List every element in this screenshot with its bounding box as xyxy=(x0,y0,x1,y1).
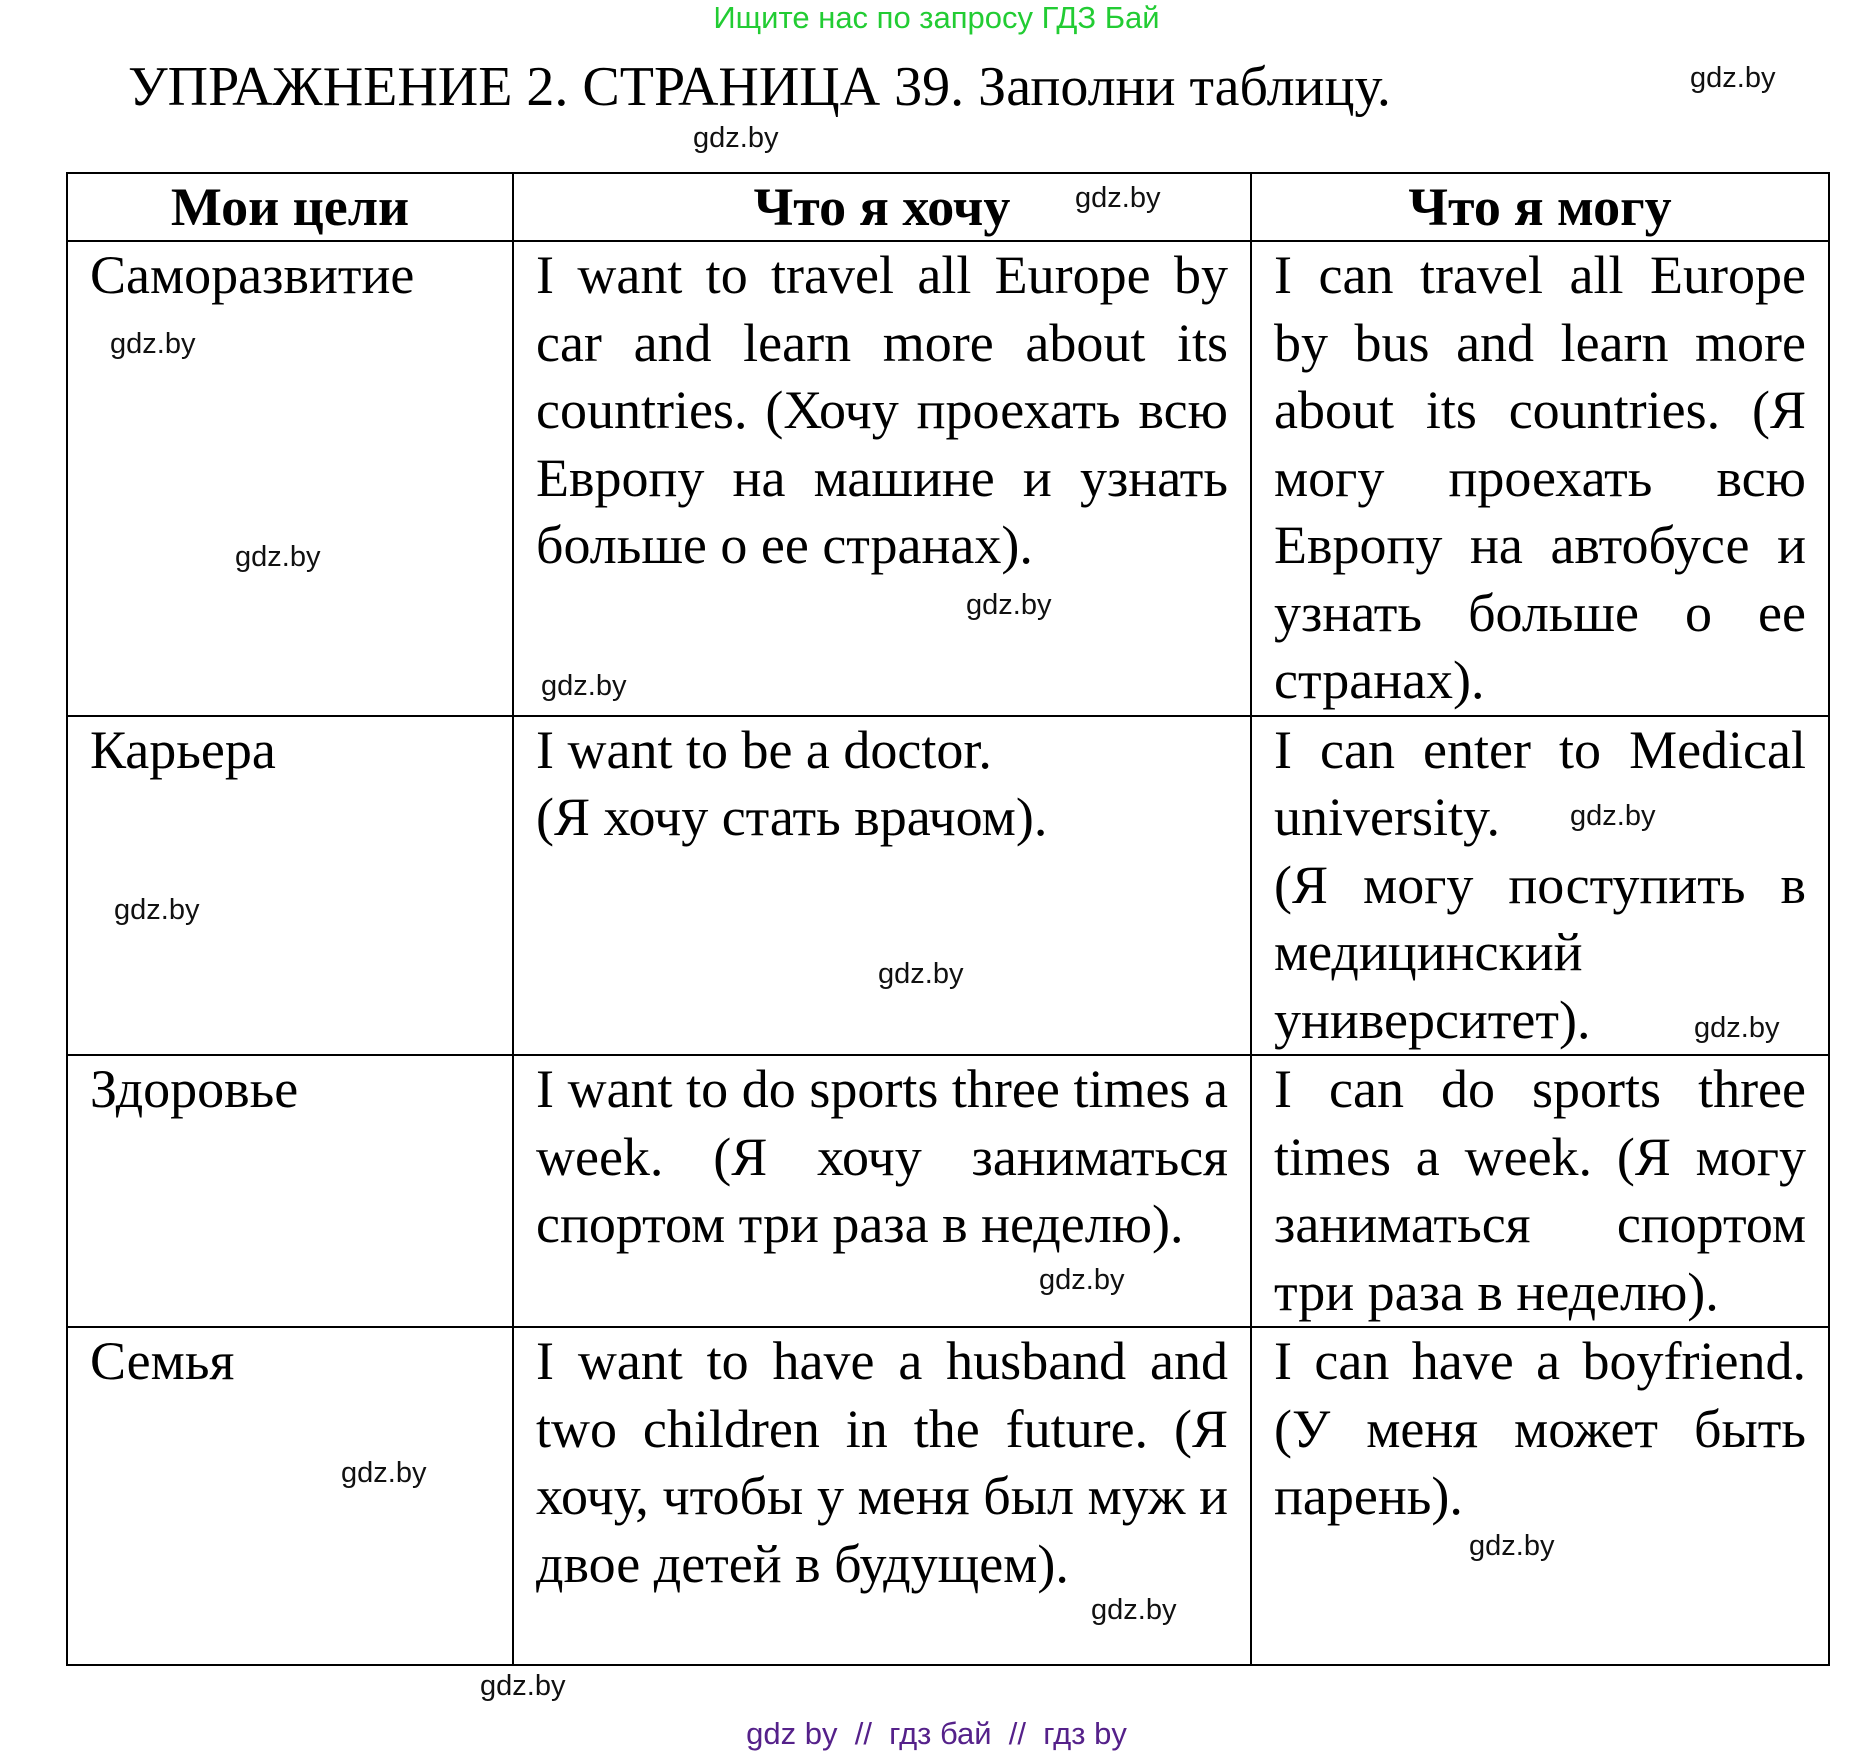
watermark: gdz.by xyxy=(1091,1594,1177,1626)
want-cell: I want to have a husband and two children in the future. (Я хочу, чтобы у меня был муж и двое детей в будущем). xyxy=(513,1327,1251,1665)
watermark: gdz.by xyxy=(1690,62,1776,94)
goal-cell: Карьера xyxy=(67,716,513,1056)
can-cell: I can have a boyfriend. (У меня может быть парень). xyxy=(1251,1327,1829,1665)
watermark: gdz.by xyxy=(1694,1012,1780,1044)
watermark: gdz.by xyxy=(878,958,964,990)
page-title: УПРАЖНЕНИЕ 2. СТРАНИЦА 39. Заполни таблицу. xyxy=(128,56,1391,118)
watermark: gdz.by xyxy=(1039,1264,1125,1296)
watermark: gdz.by xyxy=(1075,182,1161,214)
goal-cell: Саморазвитие xyxy=(67,241,513,716)
footer-links: gdz by // гдз бай // гдз by xyxy=(746,1716,1127,1751)
can-cell: I can do sports three times a week. (Я могу заниматься спортом три раза в неделю). xyxy=(1251,1055,1829,1327)
want-cell: I want to be a doctor. (Я хочу стать врачом). xyxy=(513,716,1251,1056)
can-cell: I can travel all Europe by bus and learn more about its countries. (Я могу проехать всю Европу на автобусе и узнать больше о ее странах). xyxy=(1251,241,1829,716)
column-header: Что я могу xyxy=(1251,173,1829,241)
watermark: gdz.by xyxy=(114,894,200,926)
column-header: Мои цели xyxy=(67,173,513,241)
want-cell: I want to travel all Europe by car and learn more about its countries. (Хочу проехать всю Европу на машине и узнать больше о ее странах). xyxy=(513,241,1251,716)
watermark: gdz.by xyxy=(541,670,627,702)
column-header: Что я хочу xyxy=(513,173,1251,241)
table-row xyxy=(67,1055,1829,1327)
watermark: gdz.by xyxy=(1469,1530,1555,1562)
watermark: gdz.by xyxy=(480,1670,566,1702)
goal-cell: Здоровье xyxy=(67,1055,513,1327)
watermark: gdz.by xyxy=(966,589,1052,621)
watermark: gdz.by xyxy=(235,541,321,573)
search-hint: Ищите нас по запросу ГДЗ Бай xyxy=(713,0,1160,35)
watermark: gdz.by xyxy=(110,328,196,360)
table-row xyxy=(67,716,1829,1056)
table-row xyxy=(67,241,1829,716)
watermark: gdz.by xyxy=(1570,800,1656,832)
want-cell: I want to do sports three times a week. (Я хочу заниматься спортом три раза в неделю). xyxy=(513,1055,1251,1327)
table-header-row xyxy=(67,173,1829,241)
watermark: gdz.by xyxy=(693,122,779,154)
can-cell: I can enter to Medical university. (Я могу поступить в медицинский университет). xyxy=(1251,716,1829,1056)
watermark: gdz.by xyxy=(341,1457,427,1489)
goals-table xyxy=(66,172,1830,1666)
table-row xyxy=(67,1327,1829,1665)
goal-cell: Семья xyxy=(67,1327,513,1665)
